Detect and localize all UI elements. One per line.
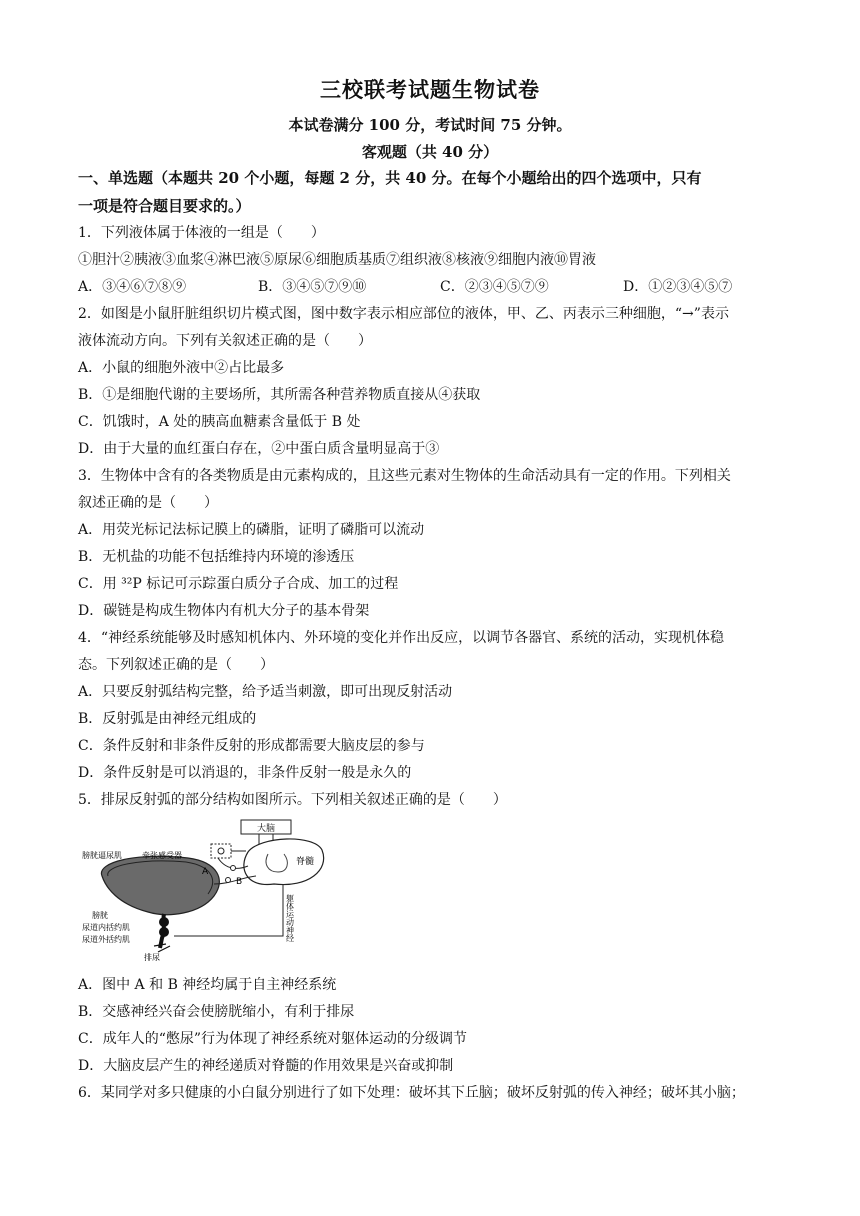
q4-option-c: C．条件反射和非条件反射的形成都需要大脑皮层的参与: [78, 738, 425, 754]
q4-stem-line1: 4．“神经系统能够及时感知机体内、外环境的变化并作出反应，以调节各器官、系统的活动，实现机体稳: [78, 630, 725, 646]
q3-option-b: B．无机盐的功能不包括维持内环境的渗透压: [78, 549, 355, 565]
brain-label: 大脑: [256, 824, 276, 834]
q5-stem: 5．排尿反射弧的部分结构如图所示。下列相关叙述正确的是（ ）: [78, 792, 507, 808]
q2-stem-line2: 液体流动方向。下列有关叙述正确的是（ ）: [78, 333, 372, 349]
q4-option-d: D．条件反射是可以消退的，非条件反射一般是永久的: [78, 765, 412, 781]
q3-option-d: D．碳链是构成生物体内有机大分子的基本骨架: [78, 603, 370, 619]
q1-list: ①胆汁②胰液③血浆④淋巴液⑤原尿⑥细胞质基质⑦组织液⑧核液⑨细胞内液⑩胃液: [78, 252, 596, 268]
q1-option-c: C．②③④⑤⑦⑨: [440, 279, 549, 295]
bladder-shape: [101, 856, 219, 914]
nerve-b-label: B: [236, 877, 243, 887]
q2-stem-line1: 2．如图是小鼠肝脏组织切片模式图，图中数字表示相应部位的液体，甲、乙、丙表示三种细胞，“→”表示: [78, 306, 729, 322]
q3-stem-line1: 3．生物体中含有的各类物质是由元素构成的，且这些元素对生物体的生命活动具有一定的作用。下列相关: [78, 468, 731, 484]
part1-heading-line2: 一项是符合题目要求的。）: [78, 197, 251, 215]
q6-stem-line1: 6．某同学对多只健康的小白鼠分别进行了如下处理：破坏其下丘脑；破坏反射弧的传入神经；破坏其小脑；: [78, 1085, 745, 1101]
q1-option-d: D．①②③④⑤⑦: [623, 279, 733, 295]
q3-option-c: C．用 ³²P 标记可示踪蛋白质分子合成、加工的过程: [78, 576, 399, 592]
q2-option-c: C．饥饿时，A 处的胰高血糖素含量低于 B 处: [78, 414, 361, 430]
receptor-label: 牵张感受器: [142, 851, 182, 860]
bladder-label: 膀胱: [92, 911, 108, 920]
q1-stem: 1．下列液体属于体液的一组是（ ）: [78, 225, 325, 241]
nerve-a-label: A: [202, 867, 209, 877]
urinate-label: 排尿: [144, 953, 160, 962]
exam-subtitle: 本试卷满分 100 分，考试时间 75 分钟。: [288, 116, 572, 134]
q4-stem-line2: 态。下列叙述正确的是（ ）: [78, 657, 274, 673]
urination-reflex-figure: [78, 818, 358, 964]
q2-option-b: B．①是细胞代谢的主要场所，其所需各种营养物质直接从④获取: [78, 387, 481, 403]
q1-options: [78, 277, 784, 297]
q3-stem-line2: 叙述正确的是（ ）: [78, 495, 218, 511]
detrusor-label: 膀胱逼尿肌: [82, 851, 122, 860]
q4-option-b: B．反射弧是由神经元组成的: [78, 711, 257, 727]
page-title: 三校联考试题生物试卷: [320, 77, 540, 102]
ganglion-box: [211, 844, 231, 858]
q2-option-a: A．小鼠的细胞外液中②占比最多: [78, 360, 285, 376]
section-title: 客观题（共 40 分）: [361, 143, 499, 161]
reflex-arc-diagram: [78, 818, 358, 964]
q5-option-d: D．大脑皮层产生的神经递质对脊髓的作用效果是兴奋或抑制: [78, 1058, 454, 1074]
q5-option-b: B．交感神经兴奋会使膀胱缩小，有利于排尿: [78, 1004, 355, 1020]
outer-sphincter-label: 尿道外括约肌: [82, 935, 130, 944]
spinal-label: 脊髓: [296, 857, 315, 867]
q1-option-b: B．③④⑤⑦⑨⑩: [258, 279, 367, 295]
inner-sphincter-label: 尿道内括约肌: [82, 923, 130, 932]
q5-option-a: A．图中 A 和 B 神经均属于自主神经系统: [78, 977, 337, 993]
q5-option-c: C．成年人的“憋尿”行为体现了神经系统对躯体运动的分级调节: [78, 1031, 468, 1047]
q1-option-a: A．③④⑥⑦⑧⑨: [78, 279, 187, 295]
somatic-nerve-label: 躯体运动神经: [285, 894, 295, 942]
q4-option-a: A．只要反射弧结构完整，给予适当刺激，即可出现反射活动: [78, 684, 453, 700]
part1-heading-line1: 一、单选题（本题共 20 个小题，每题 2 分，共 40 分。在每个小题给出的四个选项中，只有: [78, 169, 702, 187]
q3-option-a: A．用荧光标记法标记膜上的磷脂，证明了磷脂可以流动: [78, 522, 425, 538]
q2-option-d: D．由于大量的血红蛋白存在，②中蛋白质含量明显高于③: [78, 441, 440, 457]
